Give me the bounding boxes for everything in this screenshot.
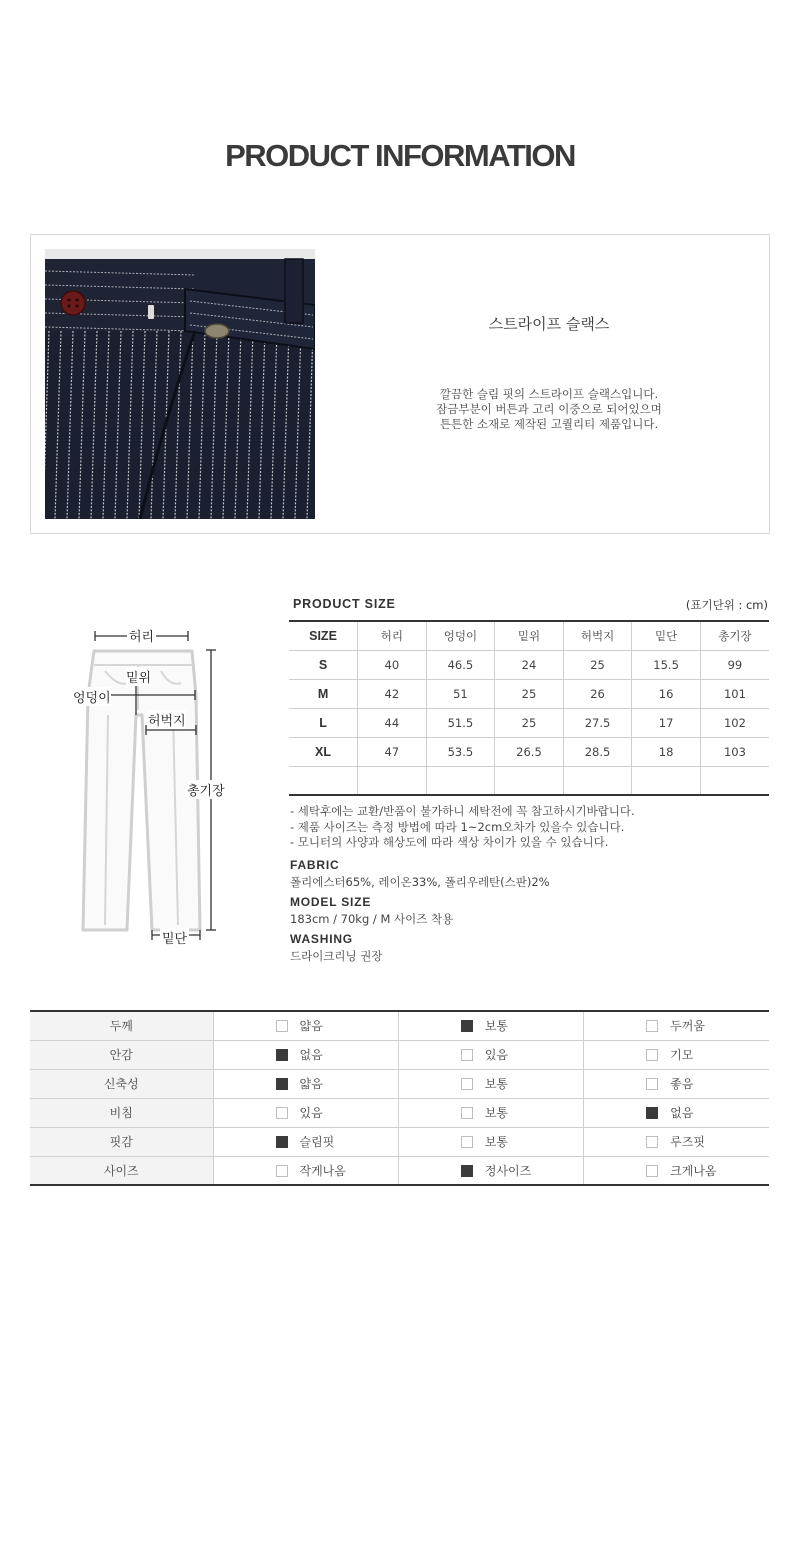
- unchecked-box-icon: [461, 1136, 473, 1148]
- description-line: 튼튼한 소재로 제작된 고퀄리티 제품입니다.: [439, 417, 659, 431]
- size-value-cell: [426, 766, 495, 795]
- size-value-cell: 24: [495, 650, 564, 679]
- feel-option-label: 보통: [484, 1019, 509, 1034]
- feel-option: [398, 1156, 583, 1185]
- notes: [290, 804, 635, 851]
- feel-option-label: 얇음: [299, 1077, 323, 1091]
- hip-label: 엉덩이: [73, 687, 111, 706]
- feel-row: [30, 1127, 769, 1156]
- measure-header-cell: 허벅지: [563, 621, 632, 650]
- feel-option-label: 크게나옴: [670, 1163, 717, 1178]
- size-label-cell: M: [289, 679, 358, 708]
- size-label-cell: S: [289, 650, 358, 679]
- size-label-cell: L: [289, 708, 358, 737]
- unchecked-box-icon: [461, 1078, 473, 1090]
- size-value-cell: 44: [358, 708, 427, 737]
- measure-header-cell: 밑단: [632, 621, 701, 650]
- unchecked-box-icon: [276, 1107, 288, 1119]
- unchecked-box-icon: [646, 1078, 658, 1090]
- size-row: [289, 766, 769, 795]
- size-row: [289, 650, 769, 679]
- feel-row: [30, 1156, 769, 1185]
- feel-option: [398, 1040, 583, 1069]
- checked-box-icon: [276, 1049, 288, 1061]
- size-value-cell: 51: [426, 679, 495, 708]
- size-value-cell: 15.5: [632, 650, 701, 679]
- feel-option-label: 있음: [484, 1048, 509, 1062]
- feel-option: [213, 1040, 398, 1069]
- feel-option-label: 보통: [484, 1077, 509, 1091]
- size-row: [289, 679, 769, 708]
- unchecked-box-icon: [276, 1020, 288, 1032]
- size-value-cell: 27.5: [563, 708, 632, 737]
- checked-box-icon: [276, 1136, 288, 1148]
- feel-option-label: 있음: [299, 1106, 323, 1120]
- feel-option: [584, 1069, 769, 1098]
- checked-box-icon: [276, 1078, 288, 1090]
- unchecked-box-icon: [646, 1020, 658, 1032]
- feel-option-label: 보통: [484, 1135, 509, 1149]
- button-icon: [61, 291, 85, 315]
- feel-row: [30, 1069, 769, 1098]
- size-value-cell: 25: [495, 679, 564, 708]
- feel-category: 신축성: [30, 1069, 213, 1098]
- belt-loop: [285, 259, 303, 323]
- size-value-cell: [563, 766, 632, 795]
- note-line: - 제품 사이즈는 측정 방법에 따라 1~2cm오차가 있을수 있습니다.: [290, 819, 625, 834]
- size-row: [289, 708, 769, 737]
- size-value-cell: 51.5: [426, 708, 495, 737]
- thigh-label: 허벅지: [148, 710, 186, 729]
- measure-header-cell: 밑위: [495, 621, 564, 650]
- feel-option: [584, 1040, 769, 1069]
- measure-header-cell: 엉덩이: [426, 621, 495, 650]
- size-value-cell: 28.5: [563, 737, 632, 766]
- page-title: PRODUCT INFORMATION: [225, 138, 575, 173]
- feel-option: [398, 1069, 583, 1098]
- description-line: 깔끔한 슬림 핏의 스트라이프 슬랙스입니다.: [439, 387, 659, 401]
- button-hole: [67, 304, 70, 307]
- feel-option: [584, 1011, 769, 1040]
- checked-box-icon: [461, 1165, 473, 1177]
- product-photo: [45, 249, 315, 519]
- unchecked-box-icon: [646, 1136, 658, 1148]
- feel-option: [213, 1011, 398, 1040]
- measure-header-cell: 총기장: [700, 621, 769, 650]
- feel-option: [584, 1098, 769, 1127]
- size-header-cell: SIZE: [289, 621, 358, 650]
- unit-label: (표기단위 : cm): [685, 598, 768, 612]
- size-value-cell: 25: [563, 650, 632, 679]
- size-label-cell: XL: [289, 737, 358, 766]
- size-value-cell: 17: [632, 708, 701, 737]
- product-name: 스트라이프 슬랙스: [488, 315, 610, 333]
- feel-option: [213, 1127, 398, 1156]
- size-value-cell: 101: [700, 679, 769, 708]
- size-value-cell: 47: [358, 737, 427, 766]
- size-value-cell: 40: [358, 650, 427, 679]
- photo-top-edge: [45, 249, 315, 259]
- feel-option-label: 없음: [670, 1106, 694, 1120]
- feel-category: 비침: [30, 1098, 213, 1127]
- product-info-box: [30, 234, 770, 534]
- size-table: [289, 620, 769, 796]
- washing-label: WASHING: [290, 932, 353, 946]
- feel-option-label: 정사이즈: [484, 1163, 532, 1178]
- feel-option-label: 좋음: [670, 1077, 694, 1091]
- description-line: 잠금부분이 버튼과 고리 이중으로 되어있으며: [436, 402, 662, 416]
- feel-option-label: 보통: [484, 1106, 509, 1120]
- unchecked-box-icon: [646, 1165, 658, 1177]
- size-value-cell: 26.5: [495, 737, 564, 766]
- size-heading: PRODUCT SIZE: [293, 597, 396, 611]
- feel-option-label: 두꺼움: [670, 1019, 705, 1034]
- feel-row: [30, 1011, 769, 1040]
- size-value-cell: 25: [495, 708, 564, 737]
- feel-option: [398, 1098, 583, 1127]
- size-value-cell: 42: [358, 679, 427, 708]
- feel-category: 두께: [30, 1011, 213, 1040]
- size-row: [289, 737, 769, 766]
- button-hole: [75, 298, 78, 301]
- note-line: - 세탁후에는 교환/반품이 불가하니 세탁전에 꼭 참고하시기바랍니다.: [290, 804, 635, 818]
- feel-category: 안감: [30, 1040, 213, 1069]
- size-value-cell: 46.5: [426, 650, 495, 679]
- size-value-cell: 53.5: [426, 737, 495, 766]
- feel-option-label: 없음: [299, 1048, 323, 1062]
- size-value-cell: [700, 766, 769, 795]
- unchecked-box-icon: [461, 1049, 473, 1061]
- size-value-cell: [358, 766, 427, 795]
- model-size-value: 183cm / 70kg / M 사이즈 착용: [290, 912, 454, 926]
- fabric-label: FABRIC: [290, 858, 340, 872]
- feel-option-label: 루즈핏: [670, 1135, 705, 1149]
- unchecked-box-icon: [646, 1049, 658, 1061]
- size-header-row: [289, 621, 769, 650]
- waist-label: 허리: [127, 626, 156, 645]
- checked-box-icon: [646, 1107, 658, 1119]
- fabric-value: 폴리에스터65%, 레이온33%, 폴리우레탄(스판)2%: [290, 875, 550, 889]
- feel-row: [30, 1040, 769, 1069]
- feel-option: [213, 1069, 398, 1098]
- hem-label: 밑단: [160, 928, 189, 947]
- size-value-cell: 26: [563, 679, 632, 708]
- length-label: 총기장: [187, 780, 225, 799]
- size-value-cell: [495, 766, 564, 795]
- feel-option: [213, 1156, 398, 1185]
- metal-hook-icon: [205, 324, 229, 338]
- feel-option-label: 기모: [670, 1048, 694, 1062]
- size-label-cell: [289, 766, 358, 795]
- rise-label: 밑위: [126, 667, 151, 686]
- size-value-cell: 16: [632, 679, 701, 708]
- checked-box-icon: [461, 1020, 473, 1032]
- measurement-diagram: [73, 625, 238, 950]
- size-value-cell: 18: [632, 737, 701, 766]
- feel-option-label: 얇음: [299, 1019, 323, 1034]
- feel-option: [584, 1156, 769, 1185]
- feel-option-label: 작게나옴: [299, 1163, 346, 1178]
- unchecked-box-icon: [461, 1107, 473, 1119]
- product-description: [349, 387, 749, 432]
- note-line: - 모니터의 사양과 해상도에 따라 색상 차이가 있을 수 있습니다.: [290, 835, 609, 849]
- feel-category: 핏감: [30, 1127, 213, 1156]
- size-value-cell: 102: [700, 708, 769, 737]
- button-hole: [67, 298, 70, 301]
- size-value-cell: [632, 766, 701, 795]
- product-feel-table: [30, 1010, 769, 1186]
- feel-option-label: 슬림핏: [299, 1135, 335, 1149]
- button-hole: [75, 304, 78, 307]
- unchecked-box-icon: [276, 1165, 288, 1177]
- label-tag: [148, 305, 154, 319]
- feel-option: [213, 1098, 398, 1127]
- feel-row: [30, 1098, 769, 1127]
- washing-value: 드라이크리닝 권장: [290, 949, 383, 963]
- measure-header-cell: 허리: [358, 621, 427, 650]
- feel-option: [398, 1127, 583, 1156]
- size-value-cell: 99: [700, 650, 769, 679]
- size-value-cell: 103: [700, 737, 769, 766]
- model-size-label: MODEL SIZE: [290, 895, 372, 909]
- feel-option: [398, 1011, 583, 1040]
- feel-option: [584, 1127, 769, 1156]
- feel-category: 사이즈: [30, 1156, 213, 1185]
